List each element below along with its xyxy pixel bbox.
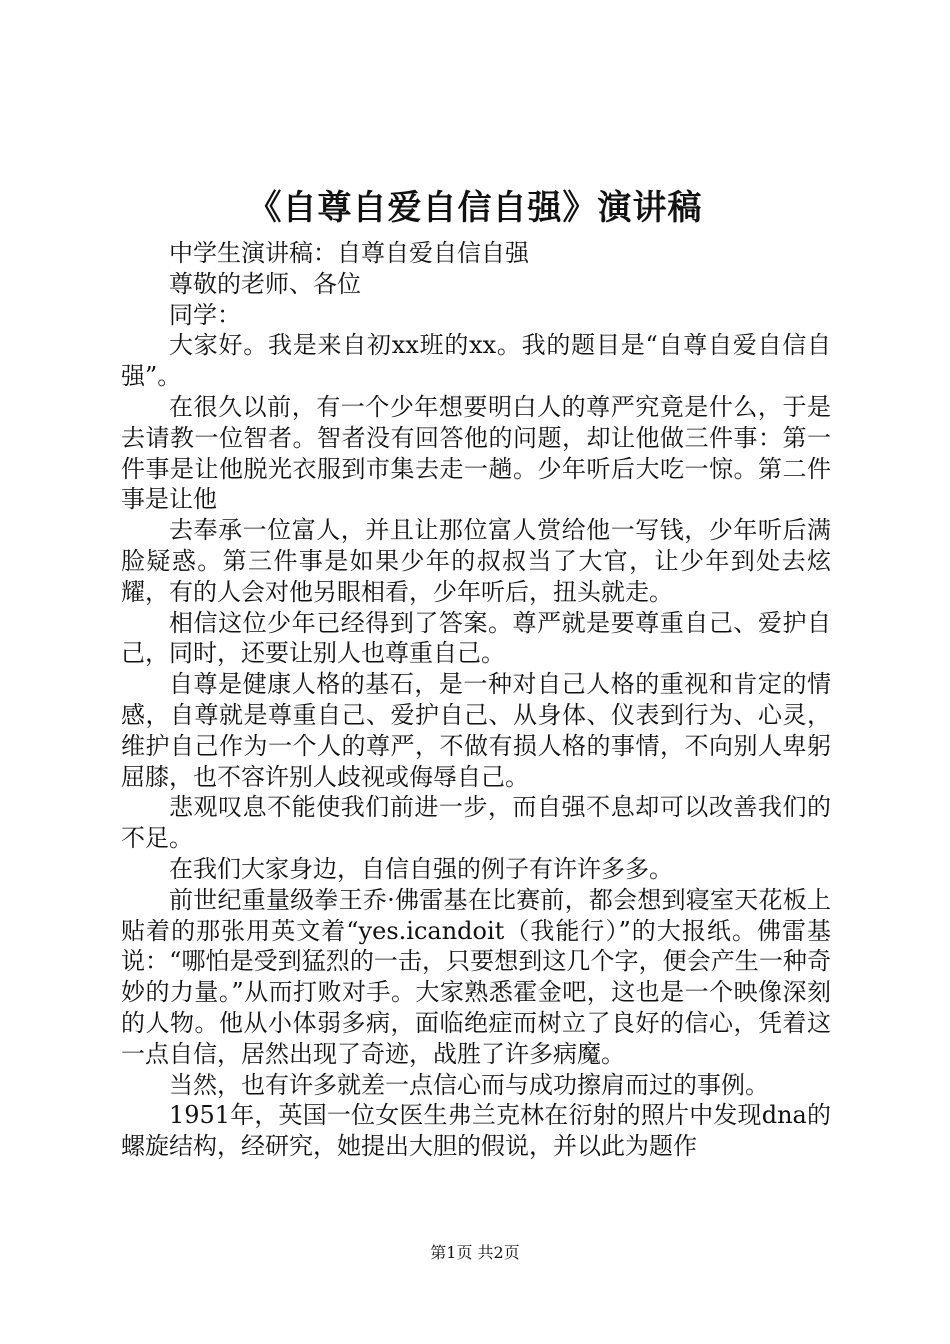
paragraph: 在我们大家身边，自信自强的例子有许许多多。 [169, 854, 673, 883]
paragraph: 去奉承一位富人，并且让那位富人赏给他一写钱，少年听后满脸疑惑。第三件事是如果少年的叔叔当了大官，让少年到处去炫耀，有的人会对他另眼相看，少年听后，扭头就走。 [121, 516, 831, 606]
paragraph: 前世纪重量级拳王乔·佛雷基在比赛前，都会想到寝室天花板上贴着的那张用英文着“yes.icandoit（我能行）”的大报纸。佛雷基说：“哪怕是受到猛烈的一击，只要想到这几个字，便会产生一种奇妙的力量。”从而打败对手。大家熟悉霍金吧，这也是一个映像深刻的人物。他从小体弱多病，面临绝症而树立了良好的信心，凭着这一点自信，居然出现了奇迹，战胜了许多病魔。 [121, 885, 831, 1068]
paragraph: 大家好。我是来自初xx班的xx。我的题目是“自尊自爱自信自强”。 [121, 331, 831, 391]
document-body [121, 238, 831, 1162]
paragraph: 自尊是健康人格的基石，是一种对自己人格的重视和肯定的情感，自尊就是尊重自己、爱护自己、从身体、仪表到行为、心灵，维护自己作为一个人的尊严，不做有损人格的事情，不向别人卑躬屈膝，也不容许别人歧视或侮辱自己。 [121, 670, 831, 791]
paragraph: 相信这位少年已经得到了答案。尊严就是要尊重自己、爱护自己，同时，还要让别人也尊重自己。 [121, 608, 831, 668]
paragraph: 同学： [169, 300, 241, 329]
document-title: 《自尊自爱自信自强》演讲稿 [247, 188, 703, 228]
paragraph: 尊敬的老师、各位 [169, 269, 361, 298]
page-footer: 第1页 共2页 [430, 1243, 520, 1262]
paragraph: 1951年，英国一位女医生弗兰克林在衍射的照片中发现dna的螺旋结构，经研究，她提出大胆的假说，并以此为题作 [121, 1101, 831, 1161]
paragraph: 当然，也有许多就差一点信心而与成功擦肩而过的事例。 [169, 1070, 769, 1099]
paragraph: 在很久以前，有一个少年想要明白人的尊严究竟是什么，于是去请教一位智者。智者没有回答他的问题，却让他做三件事：第一件事是让他脱光衣服到市集去走一趟。少年听后大吃一惊。第二件事是让他 [121, 392, 831, 514]
paragraph: 中学生演讲稿：自尊自爱自信自强 [169, 239, 529, 267]
paragraph: 悲观叹息不能使我们前进一步，而自强不息却可以改善我们的不足。 [121, 793, 831, 853]
